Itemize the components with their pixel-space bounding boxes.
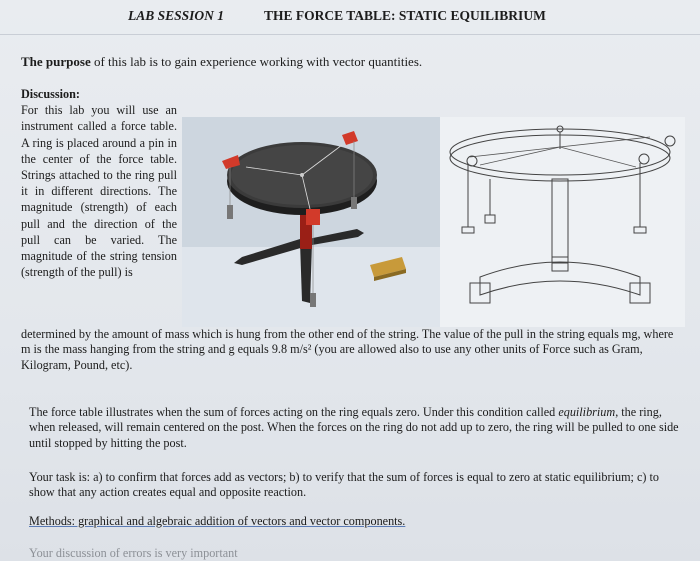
equilibrium-text-b: , the ring, when released, will remain centered on the post. When the forces on the ring do not add up to zero, the ring will be pulled to one side until stopped by hitting the post. <box>29 405 679 450</box>
discussion-title: Discussion: <box>21 87 80 101</box>
task-paragraph: Your task is: a) to confirm that forces add as vectors; b) to verify that the sum of forces is equal to zero at static equilibrium; c) to show that any action creates equal and opposite reaction. <box>29 470 659 500</box>
equilibrium-term: equilibrium <box>558 405 616 419</box>
discussion-column <box>21 86 177 280</box>
force-table-diagram <box>440 117 685 327</box>
discussion-continued: determined by the amount of mass which is hung from the other end of the string. The value of the pull in the string equals mg, where m is the mass hanging from the string and g equals 9.8 m/s² (you are allowed also to use any other units of Force such as Gram, Kilogram, Pound, etc). <box>21 327 674 372</box>
purpose-label: The purpose <box>21 54 91 69</box>
purpose-text: of this lab is to gain experience working with vector quantities. <box>90 54 423 69</box>
force-table-photo <box>182 117 440 327</box>
lab-title: THE FORCE TABLE: STATIC EQUILIBRIUM <box>264 8 546 23</box>
purpose-statement <box>21 54 422 70</box>
lab-session-label: LAB SESSION 1 <box>128 8 225 23</box>
page-header <box>0 8 700 28</box>
methods-line: Methods: graphical and algebraic addition of vectors and vector components. <box>29 514 406 528</box>
errors-note-fragment: Your discussion of errors is very important <box>29 546 238 560</box>
equilibrium-text-a: The force table illustrates when the sum of forces acting on the ring equals zero. Under this condition called <box>29 405 559 419</box>
discussion-body: For this lab you will use an instrument called a force table. A ring is placed around a pin in the center of the force table. Strings attached to the ring pull it in different directions. The magnitude (strength) of each pull and the direction of the pull can be varied. The magnitude of the string tension (strength of the pull) is <box>21 103 177 280</box>
header-divider <box>0 34 700 35</box>
equilibrium-paragraph <box>29 405 679 451</box>
